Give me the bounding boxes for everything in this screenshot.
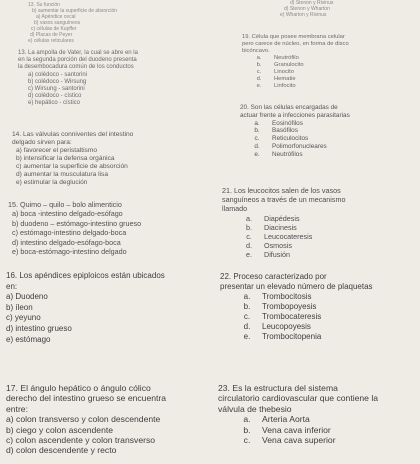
option-letter: a. [254, 119, 260, 127]
question-20 [240, 104, 416, 159]
option-d: Osmosis [264, 241, 292, 251]
option-letter: e. [246, 250, 252, 260]
question-19 [242, 34, 414, 90]
option-letter: a. [256, 55, 262, 61]
option-line: e) Wharton y Rivinus [280, 12, 327, 18]
option-letter: e. [256, 83, 262, 89]
option-line: 13. Su función [28, 2, 60, 8]
option-c: c) Wirsung - santorini [28, 86, 85, 93]
question-stem: 13. La ampolla de Vater, la cual se abre en la en la segunda porción del duodeno presenta la desembocadura común de los conductos [18, 50, 138, 71]
question-14 [12, 131, 207, 187]
question-stem: 19. Célula que posee membrana celular pero carece de núcleo, en forma de disco bicóncavo. [242, 34, 349, 54]
option-line: b) vasos sanguíneos [34, 20, 81, 26]
option-letter: a. [246, 213, 252, 223]
question-stem: 16. Los apéndices epiploicos están ubicados en: [6, 271, 165, 291]
option-e: e) hepático - cístico [28, 100, 81, 107]
question-15 [8, 200, 208, 256]
option-line: d) Stenon y Rivinus [290, 0, 334, 6]
option-a: a) favorecer el peristaltismo [16, 147, 97, 154]
option-letter: c. [254, 135, 260, 143]
option-b: b) intensificar la defensa orgánica [16, 155, 115, 162]
option-d: d) aumentar la musculatura lisa [16, 171, 108, 178]
option-a: Eosinófilos [272, 119, 303, 127]
question-12-partial [28, 2, 178, 44]
option-b: b) colédoco - Wirsung [28, 78, 87, 85]
question-stem: 20. Son las células encargadas de actuar frente a infecciones parasitarias [240, 104, 350, 119]
question-stem: 17. El ángulo hepático o ángulo cólico derecho del intestino grueso se encuentra entre: [6, 383, 167, 414]
option-d: d) intestino delgado-esófago-boca [12, 237, 121, 247]
question-stem: 21. Los leucocitos salen de los vasos sanguíneos a través de un mecanismo llamado [222, 186, 346, 214]
option-a: Arteria Aorta [262, 414, 310, 425]
option-letter: a. [243, 292, 251, 301]
option-line: e) células reticulares [28, 38, 74, 44]
option-d: d) colédoco - cístico [28, 93, 82, 100]
option-line: d) Placas de Peyer [30, 32, 73, 38]
option-d: Hematie [274, 76, 296, 82]
option-line: a) Apéndice cecal [36, 14, 76, 20]
option-letter: d. [243, 322, 251, 331]
option-letter: b. [243, 424, 251, 435]
option-line: b) aumentar la superficie de absorción [32, 8, 118, 14]
question-22 [220, 272, 418, 342]
option-letter: a. [243, 414, 251, 425]
option-b: b) íleon [6, 302, 33, 312]
option-e: e) boca-estómago-intestino delgado [12, 247, 127, 257]
option-c: Reticulocitos [272, 135, 309, 143]
option-letter: c. [256, 69, 262, 75]
option-e: Trombocitopenia [262, 332, 322, 341]
question-23 [218, 383, 418, 445]
option-c: Vena cava superior [262, 435, 336, 446]
option-b: b) duodeno – estómago-intestino grueso [12, 218, 142, 228]
option-letter: c. [243, 435, 251, 446]
option-a: a) Duodeno [6, 292, 48, 302]
question-stem: 14. Las válvulas conniventes del intestino delgado sirven para: [12, 131, 134, 146]
option-e: e) estómago [6, 334, 51, 344]
option-letter: d. [246, 241, 252, 251]
option-e: Neutrófilos [272, 150, 303, 158]
option-c: Linocito [274, 69, 294, 75]
option-letter: b. [246, 222, 252, 232]
option-c: Trombocateresis [262, 312, 322, 321]
option-b: Basófilos [272, 127, 298, 135]
option-b: Vena cava inferior [262, 424, 331, 435]
option-a: Diapédesis [264, 213, 300, 223]
option-e: Linfocito [274, 83, 296, 89]
option-d: Leucopoyesis [262, 322, 311, 331]
option-a: Trombocitosis [262, 292, 312, 301]
question-17 [6, 383, 214, 456]
option-letter: d. [254, 142, 260, 150]
option-letter: b. [254, 127, 260, 135]
question-13 [18, 50, 198, 108]
question-stem: 23. Es la estructura del sistema circulatorio cardiovascular que contiene la válvula de thebesio [218, 383, 379, 414]
option-d: Polimorfonucleares [272, 142, 327, 150]
option-d: d) intestino grueso [6, 323, 72, 333]
option-line: c) células de Kupffer [31, 26, 77, 32]
option-b: Trombopoyesis [262, 302, 317, 311]
option-letter: d. [256, 76, 262, 82]
option-c: c) yeyuno [6, 313, 41, 323]
option-a: a) boca -intestino delgado-esófago [12, 209, 123, 219]
question-21 [222, 186, 416, 260]
option-c: c) aumentar la superficie de absorción [16, 163, 128, 170]
question-stem: 22. Proceso caracterizado por presentar un elevado número de plaquetas [220, 272, 373, 291]
option-letter: b. [243, 302, 251, 311]
question-16 [6, 271, 211, 345]
option-b: b) ciego y colon ascendente [6, 424, 114, 435]
option-d: d) colon descendente y recto [6, 445, 117, 456]
option-a: a) colédoco - santorini [28, 71, 88, 78]
option-line: d) Stenon y Wharton [284, 6, 330, 12]
option-e: Difusión [264, 250, 290, 260]
option-letter: c. [243, 312, 251, 321]
option-b: Granulocito [274, 62, 304, 68]
option-a: Neutrófilo [274, 55, 299, 61]
option-e: e) estimular la deglución [16, 179, 88, 186]
option-c: Leucocateresis [264, 232, 313, 242]
option-letter: c. [246, 232, 252, 242]
option-b: Diacinesis [264, 222, 297, 232]
option-letter: b. [256, 62, 262, 68]
question-stem: 15. Quimo – quilo – bolo alimenticio [8, 200, 122, 209]
option-letter: e. [243, 332, 251, 341]
option-c: c) colon ascendente y colon transverso [6, 435, 156, 446]
option-letter: e. [254, 150, 260, 158]
option-c: c) estómago-intestino delgado-boca [12, 228, 127, 238]
question-18-partial [280, 0, 400, 18]
option-a: a) colon transverso y colon descendente [6, 414, 161, 425]
